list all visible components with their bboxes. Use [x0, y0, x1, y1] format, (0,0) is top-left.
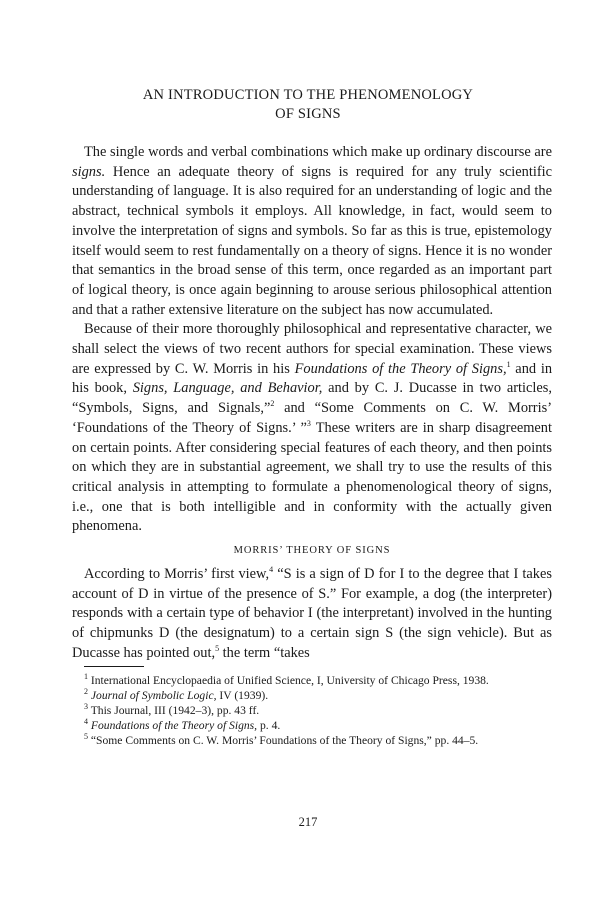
para2-text-4: and “Some Comments on C. W. Morris’ ‘Foundations of the Theory of Signs.’ ” [72, 400, 552, 436]
footnote-3 [72, 703, 552, 718]
para3-text-1: According to Morris’ first view, [84, 566, 270, 583]
footnote-ref-1: 1 [506, 359, 511, 369]
title-line-1: AN INTRODUCTION TO THE PHENOMENOLOGY [142, 87, 474, 103]
section-heading: MORRIS’ THEORY OF SIGNS [233, 545, 391, 557]
para2-text-5: These writers are in sharp disagreement on certain points. After considering special features of each theory, and then points on which they are in substantial agreement, we shall try to use the results of this critical analysis in attempting to formulate a phenomenological theory of signs, i.e., one that is both intelligible and in conformity with the actually given phenomena. [72, 419, 553, 535]
footnote-5 [72, 733, 552, 748]
footnote-4 [72, 718, 552, 733]
para2-italic-foundations: Foundations of the Theory of Signs, [294, 360, 507, 377]
footnote-5-number: 5 [84, 731, 88, 741]
article-title [0, 86, 616, 124]
footnote-ref-4: 4 [269, 565, 274, 575]
para1-text-2: Hence an adequate theory of signs is required for any truly scientific understanding of language. It is also required for an understanding of logic and the abstract, technical symbols it employs. All knowledge, in fact, would seem to involve the interpretation of signs and symbols. So far as this is true, epistemology itself would seem to rest fundamentally on a theory of signs. Hence it is no wonder that semantics in the broad sense of this term, once regarded as an important part of logical theory, is once again beginning to arouse serious philosophical attention and that a rather extensive literature on the subject has now accumulated. [72, 163, 552, 318]
footnote-ref-5: 5 [215, 644, 220, 654]
paragraph-2 [72, 320, 552, 537]
article-body [72, 143, 552, 748]
footnote-4-italic: Foundations of the Theory of Signs, [90, 718, 258, 732]
para3-text-3: the term “takes [219, 644, 310, 661]
paragraph-1 [72, 143, 552, 320]
para2-text-1: Because of their more thoroughly philosophical and representative character, we shall select the views of two recent authors for special examination. These views are expressed by C. W. Morris in his [72, 321, 552, 377]
footnote-1-text: International Encyclopaedia of Unified Science, I, University of Chicago Press, 1938. [88, 673, 489, 687]
footnote-2-number: 2 [84, 686, 88, 696]
footnote-2-text: IV (1939). [216, 688, 269, 702]
para3-text-2: “S is a sign of D for I to the degree that I takes account of D in virtue of the presence of S.” For example, a dog (the interpreter) responds with a certain type of behavior I (the interpretant) involved in the hunting of chipmunks D (the designatum) to a certain sign S (the sign vehicle). But as Ducasse has pointed out, [72, 566, 552, 661]
footnote-ref-3: 3 [306, 419, 311, 429]
footnote-ref-2: 2 [270, 399, 275, 409]
footnote-divider [84, 666, 144, 667]
page-number: 217 [298, 815, 318, 829]
footnote-4-text: p. 4. [257, 718, 281, 732]
para2-italic-signs-language: Signs, Language, and Behavior, [132, 380, 323, 397]
para2-text-2: and in his book, [72, 360, 553, 397]
title-line-2: OF SIGNS [275, 106, 341, 122]
para1-italic-signs: signs. [72, 163, 106, 180]
footnote-3-text: This Journal, III (1942–3), pp. 43 ff. [88, 703, 260, 717]
footnote-5-text: “Some Comments on C. W. Morris’ Foundations of the Theory of Signs,” pp. 44–5. [88, 733, 479, 747]
footnote-2 [72, 688, 552, 703]
footnote-3-number: 3 [84, 701, 88, 711]
paragraph-3 [72, 565, 552, 664]
footnote-1 [72, 673, 552, 688]
para1-text-1: The single words and verbal combinations which make up ordinary discourse are [84, 144, 552, 160]
para2-text-3: and by C. J. Ducasse in two articles, “Symbols, Signs, and Signals,” [72, 380, 552, 417]
footnote-1-number: 1 [84, 671, 88, 681]
footnote-2-italic: Journal of Symbolic Logic, [90, 688, 217, 702]
footnotes [72, 673, 552, 748]
footnote-4-number: 4 [84, 716, 88, 726]
